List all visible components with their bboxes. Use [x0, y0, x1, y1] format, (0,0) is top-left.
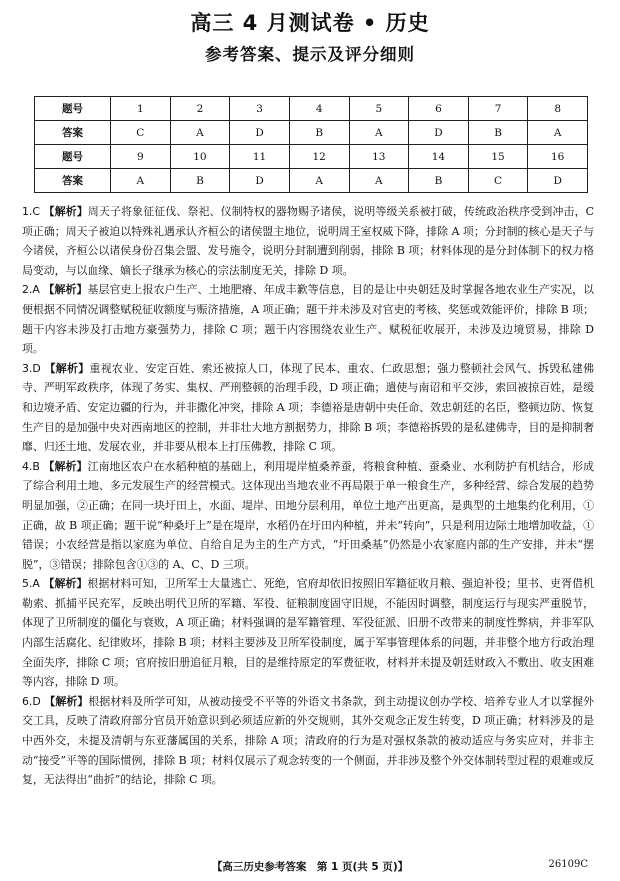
table-cell: B: [289, 121, 349, 145]
table-cell: 5: [349, 97, 409, 121]
analysis-tag: 【解析】: [43, 283, 88, 297]
item-text: 江南地区农户在水稻种植的基础上，利用堤岸植桑养蚕，将粮食种植、蚕桑业、水利防护有机结合，形成了综合利用土地、多元发展生产的经营模式。这体现出当地农业不再局限于单一粮食生产，多种经营、综合发展的趋势明显加强，②正确；在同一块圩田上，水面、堤岸、田地分层利用，单位土地产出更高，是典型的土地集约化利用，①正确，故 B 项正确；题干说“种桑圩上”是在堤岸，水稻仍在圩田内种植，并未“转向”，只是利用边际土地增加收益，①错误；小农经营是指以家庭为单位、自给自足为主的生产方式，“圩田桑基”仍然是小农家庭内部的生产安排，并未“摆脱”，③错误；排除包含①③的 A、C、D 三项。: [22, 459, 594, 571]
table-cell: 11: [230, 145, 290, 169]
table-cell: B: [409, 169, 469, 193]
table-cell: 16: [528, 145, 588, 169]
explanation-item: [22, 359, 594, 457]
page-title: 高三 4 月测试卷 • 历史: [190, 11, 430, 35]
table-cell: 3: [230, 97, 290, 121]
row-label-num: 题号: [35, 145, 111, 169]
table-cell: 15: [468, 145, 528, 169]
item-number: 4.B: [22, 459, 40, 473]
table-cell: A: [349, 169, 409, 193]
explanation-item: [22, 692, 594, 790]
table-cell: C: [468, 169, 528, 193]
answer-explanations: [22, 202, 594, 790]
table-cell: D: [528, 169, 588, 193]
table-cell: 13: [349, 145, 409, 169]
table-cell: 1: [111, 97, 171, 121]
item-text: 重视农业、安定百姓、索还被掠人口，体现了民本、重农、仁政思想；强力整顿社会风气、拆毁私建佛寺、严明军政秩序，体现了务实、集权、严刑整顿的治理手段，D 项正确；遣使与南诏和平交涉，索回被掠百姓，是缓和边境矛盾、安定边疆的行为，并非撒化冲突，排除 A 项；李德裕是唐朝中央任命、效忠朝廷的名臣，整顿边防、恢复生产目的是加强中央对西南地区的控制，并非壮大地方割据势力，排除 B 项；李德裕拆毁的是私建佛寺，目的是抑制奢靡、归还土地、发展农业，并非要从根本上打压佛教，排除 C 项。: [22, 361, 594, 454]
table-row: [35, 169, 588, 193]
table-cell: A: [170, 121, 230, 145]
table-row: [35, 121, 588, 145]
table-row: [35, 145, 588, 169]
table-cell: D: [230, 169, 290, 193]
item-text: 基层官吏上报农户生产、土地肥瘠、年成丰歉等信息，目的是让中央朝廷及时掌握各地农业生产实况，以便根据不同情况调整赋税征收额度与赈济措施，A 项正确；题干并未涉及对官吏的考核、奖惩或效能评价，排除 B 项；题干内容未涉及打击地方豪强势力，排除 C 项；题干内容围绕农业生产、赋税征收展开，未涉及边境贸易，排除 D 项。: [22, 283, 594, 356]
table-cell: B: [468, 121, 528, 145]
table-cell: 6: [409, 97, 469, 121]
table-cell: A: [111, 169, 171, 193]
row-label-ans: 答案: [35, 121, 111, 145]
table-row: [35, 97, 588, 121]
answer-table: [34, 96, 588, 193]
row-label-ans: 答案: [35, 169, 111, 193]
row-label-num: 题号: [35, 97, 111, 121]
item-number: 3.D: [22, 361, 41, 375]
document-code: 26109C: [548, 859, 588, 870]
table-cell: A: [349, 121, 409, 145]
item-number: 5.A: [22, 577, 40, 591]
table-cell: D: [409, 121, 469, 145]
table-cell: 12: [289, 145, 349, 169]
table-cell: D: [230, 121, 290, 145]
analysis-tag: 【解析】: [43, 205, 88, 218]
table-cell: 4: [289, 97, 349, 121]
item-number: 1.C: [22, 205, 40, 218]
item-number: 6.D: [22, 694, 41, 708]
table-cell: 8: [528, 97, 588, 121]
explanation-item: [22, 280, 594, 358]
table-cell: C: [111, 121, 171, 145]
item-text: 根据材料可知，卫所军士大量逃亡、死绝，官府却依旧按照旧军籍征收月粮、强迫补役；里书、吏胥借机勒索、抓捕平民充军，反映出明代卫所的军籍、军役、征粮制度固守旧规，不能因时调整，制度运行与现实严重脱节，体现了卫所制度的僵化与衰败，A 项正确；材料强调的是军籍管理、军役征派、旧册不改带来的制度性弊病，并非军队内部生活腐化、纪律败坏，排除 B 项；材料主要涉及卫所军役制度，属于军事管理体系的问题，并非整个地方行政治理全面失序，排除 C 项；官府按旧册追征月粮，目的是维持原定的军费征收，材料并未提及朝廷财政入不敷出、收支困难等内容，排除 D 项。: [22, 577, 594, 689]
analysis-tag: 【解析】: [44, 361, 90, 375]
explanation-item: [22, 457, 594, 575]
table-cell: A: [289, 169, 349, 193]
explanation-item: [22, 202, 594, 280]
analysis-tag: 【解析】: [43, 459, 88, 473]
table-cell: A: [528, 121, 588, 145]
item-text: 周天子将象征征伐、祭祀、仪制特权的器物赐予诸侯，说明等级关系被打破，传统政治秩序受到冲击，C项正确；周天子被迫以特殊礼遇承认齐桓公的诸侯盟主地位，说明周王室权威下降，排除 A 项；分封制的核心是天子与今诸侯，齐桓公以诸侯身份召集会盟、发号施令，说明分封制遭到削弱，排除 B 项；材料体现的是分封体制下的权力格局变动，与以血缘、嫡长子继承为核心的宗法制度无关，排除 D 项。: [22, 205, 594, 277]
page-subtitle: 参考答案、提示及评分细则: [205, 45, 415, 64]
table-cell: 9: [111, 145, 171, 169]
table-cell: 10: [170, 145, 230, 169]
analysis-tag: 【解析】: [43, 577, 88, 591]
table-cell: 7: [468, 97, 528, 121]
table-cell: 14: [409, 145, 469, 169]
analysis-tag: 【解析】: [44, 694, 89, 708]
page-footer: 【高三历史参考答案 第 1 页(共 5 页)】: [211, 861, 409, 873]
item-text: 根据材料及所学可知，从被动接受不平等的外语文书条款，到主动提议创办学校、培养专业人才以掌握外交工具，反映了清政府部分官员开始意识到必须适应新的外交规则，其外交观念正发生转变，D 项正确；材料涉及的是中西外交，未提及清朝与东亚藩属国的关系，排除 A 项；清政府的行为是对强权条款的被动适应与务实应对，并非主动“接受”平等的国际惯例，排除 B 项；材料仅展示了观念转变的一个侧面，并非涉及整个外交体制转型过程的艰难或反复，无法得出“曲折”的结论，排除 C 项。: [22, 694, 594, 787]
item-number: 2.A: [22, 283, 40, 297]
table-cell: 2: [170, 97, 230, 121]
table-cell: B: [170, 169, 230, 193]
explanation-item: [22, 574, 594, 692]
